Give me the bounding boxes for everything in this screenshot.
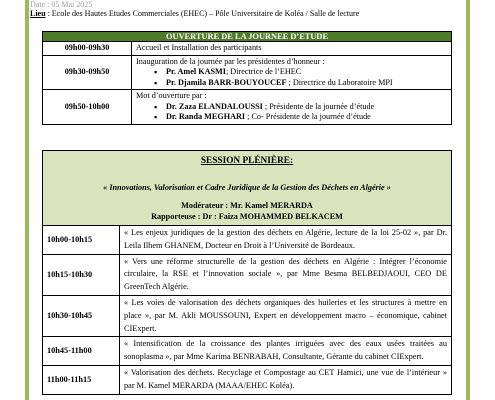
opening-intro: Mot d’ouverture par : [136, 91, 207, 100]
speaker-role: ; Directrice de l’EHEC [225, 67, 302, 76]
plenary-table [42, 150, 452, 395]
talk-time: 10h15-10h30 [43, 254, 120, 295]
talk-row [43, 337, 452, 366]
talk-time: 11h00-11h15 [43, 365, 120, 394]
talk-row [43, 365, 452, 394]
speaker-list [136, 67, 447, 88]
talk-row [43, 226, 452, 255]
talk-time: 10h00-10h15 [43, 226, 120, 255]
opening-row [43, 55, 452, 90]
opening-desc [132, 90, 452, 125]
session-header [43, 151, 452, 226]
speaker-name: Dr. Zaza ELANDALOUSSI [166, 101, 263, 111]
venue-label: Lieu [30, 9, 46, 18]
speaker-name: Pr. Amel KASMI [166, 67, 226, 76]
session-title: SESSION PLÉNIÈRE: [200, 156, 294, 166]
opening-time: 09h00-09h30 [43, 42, 132, 56]
opening-desc [132, 55, 452, 90]
talk-text: « Vers une réforme structurelle de la gestion des déchets en Algérie : Intégrer l’économie circulaire, la RSE et l’innovation sociale », par Mme Besma BELBEDJAOUI, CEO DE GreenTech Algérie. [120, 254, 452, 295]
talk-row [43, 254, 452, 295]
venue-line [30, 9, 460, 18]
opening-table [42, 31, 452, 125]
talk-text: « Les voies de valorisation des déchets organiques des huileries et les structures à mettre en place », par M. Akli MOUSSOUNI, Expert en développement macro – économique, cabinet CIExpert. [120, 295, 452, 336]
right-border [466, 0, 470, 400]
event-header [30, 0, 460, 18]
opening-desc: Accueil et Installation des participants [132, 42, 452, 56]
talk-text: « Intensification de la croissance des plantes irriguées avec des eaux usées traitées au sonoplasma », par Mme Karima BENRABAH, Consultante, Gérante du cabinet CIExpert. [120, 337, 452, 366]
speaker-item [166, 112, 447, 123]
talk-text: « Les enjeux juridiques de la gestion des déchets en Algérie, lecture de la loi 25-02 », par Dr. Leila Ilhem GHANEM, Docteur en Droit à l’Université de Bordeaux. [120, 226, 452, 255]
session-moderator: Modérateur : Mr. Kamel MERARDA [181, 201, 313, 210]
left-border [25, 0, 29, 400]
opening-time: 09h50-10h00 [43, 90, 132, 125]
opening-row [43, 42, 452, 56]
talk-text: « Valorisation des déchets. Recyclage et Compostage au CET Hamici, une vue de l’intérieur » par M. Kamel MERARDA (MAAA/EHEC Koléa). [120, 365, 452, 394]
speaker-item [166, 67, 447, 78]
opening-row [43, 90, 452, 125]
speaker-role: ; Présidente de la journée d’étude [262, 101, 375, 111]
session-theme: « Innovations, Valorisation et Cadre Juridique de la Gestion des Déchets en Algérie » [103, 183, 391, 192]
speaker-item [166, 78, 447, 89]
speaker-item [166, 102, 447, 113]
speaker-name: Dr. Randa MEGHARI [166, 112, 246, 121]
talk-time: 10h30-10h45 [43, 295, 120, 336]
speaker-list [136, 102, 447, 123]
opening-time: 09h30-09h50 [43, 55, 132, 90]
talk-row [43, 295, 452, 336]
opening-intro: Inauguration de la journée par les présidentes d’honneur : [136, 56, 325, 66]
session-rapporteur: Rapporteuse : Dr : Faiza MOHAMMED BELKACEM [151, 212, 343, 221]
speaker-role: ; Directrice du Laboratoire MPI [286, 77, 393, 87]
speaker-name: Pr. Djamila BARR-BOUYOUCEF [166, 77, 287, 87]
speaker-role: ; Co- Présidente de la journée d’étude [245, 112, 371, 121]
talk-time: 10h45-11h00 [43, 337, 120, 366]
opening-title: OUVERTURE DE LA JOURNEE D’ETUDE [43, 32, 452, 42]
venue-text: : Ecole des Hautes Etudes Commerciales (EHEC) – Pôle Universitaire de Koléa / Salle de lecture [45, 9, 360, 18]
date-line: Date : 05 Mai 2025 [30, 0, 93, 9]
